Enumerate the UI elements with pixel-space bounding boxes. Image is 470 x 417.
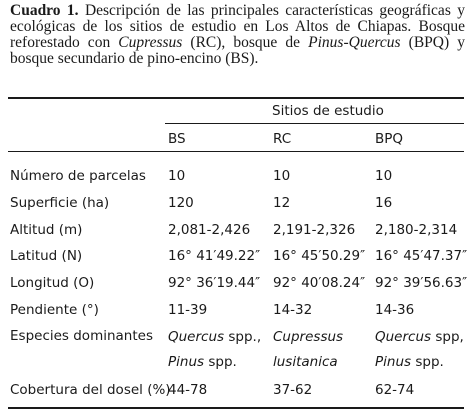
cell-bpq: 16 [375,195,393,211]
row-label: Latitud (N) [10,248,83,264]
caption-lead: Cuadro 1. [10,2,79,19]
cell-bs: 16° 41′49.22″ [168,248,261,264]
species-suffix: spp, [431,329,464,345]
caption-text: (BPQ) y bosque secundario de pino-encino (BS). [10,34,466,67]
species-genus: Quercus [168,329,225,345]
species-epithet: lusitanica [273,354,338,370]
row-label: Especies dominantes [10,328,153,344]
cell-rc [273,354,338,370]
species-genus: Pinus [375,354,412,370]
row-label: Superficie (ha) [10,195,110,211]
cell-bpq: 16° 45′47.37″ [375,248,468,264]
cell-bs [168,329,261,345]
row-label: Altitud (m) [10,222,83,238]
cell-rc: 14-32 [273,302,313,318]
cell-bs: 92° 36′19.44″ [168,275,261,291]
cell-bs: 44-78 [168,382,208,398]
cell-bpq: 14-36 [375,302,415,318]
species-suffix: spp. [204,354,237,370]
cell-bs: 11-39 [168,302,208,318]
row-label: Pendiente (°) [10,302,99,318]
group-header: Sitios de estudio [272,103,384,119]
cell-bpq [375,354,444,370]
column-header-bpq: BPQ [375,131,404,147]
column-header-bs: BS [168,131,186,147]
cell-rc: 10 [273,168,291,184]
caption-text: (RC), bosque de [182,34,309,51]
column-header-rc: RC [273,131,292,147]
header-rule [8,151,464,152]
cell-bpq: 92° 39′56.63″ [375,275,468,291]
caption-genus: Pinus-Quercus [308,34,401,51]
cell-rc: 16° 45′50.29″ [273,248,366,264]
table-top-rule [8,97,464,99]
species-suffix: spp., [224,329,262,345]
cell-rc: 37-62 [273,382,313,398]
row-label: Número de parcelas [10,168,146,184]
caption-text: Descripción de las principales características geográficas y ecológicas de los sitios de estudio en Los Altos de Chiapas. Bosque reforestado con [10,2,465,51]
cell-bpq [375,329,464,345]
species-suffix: spp. [411,354,444,370]
cell-rc: 2,191-2,326 [273,222,356,238]
cell-bs: 10 [168,168,186,184]
group-header-rule [165,123,464,124]
cell-bpq: 10 [375,168,393,184]
cell-bpq: 62-74 [375,382,415,398]
species-genus: Quercus [375,329,432,345]
cell-rc [273,329,343,345]
row-label: Cobertura del dosel (%) [10,382,171,398]
table-caption [10,3,465,67]
row-label: Longitud (O) [10,275,95,291]
cell-bpq: 2,180-2,314 [375,222,458,238]
caption-genus: Cupressus [118,34,183,51]
cell-rc: 12 [273,195,291,211]
table-bottom-rule [8,407,464,409]
cell-bs: 120 [168,195,194,211]
cell-bs: 2,081-2,426 [168,222,251,238]
species-genus: Cupressus [273,329,344,345]
cell-rc: 92° 40′08.24″ [273,275,366,291]
species-genus: Pinus [168,354,205,370]
cell-bs [168,354,237,370]
